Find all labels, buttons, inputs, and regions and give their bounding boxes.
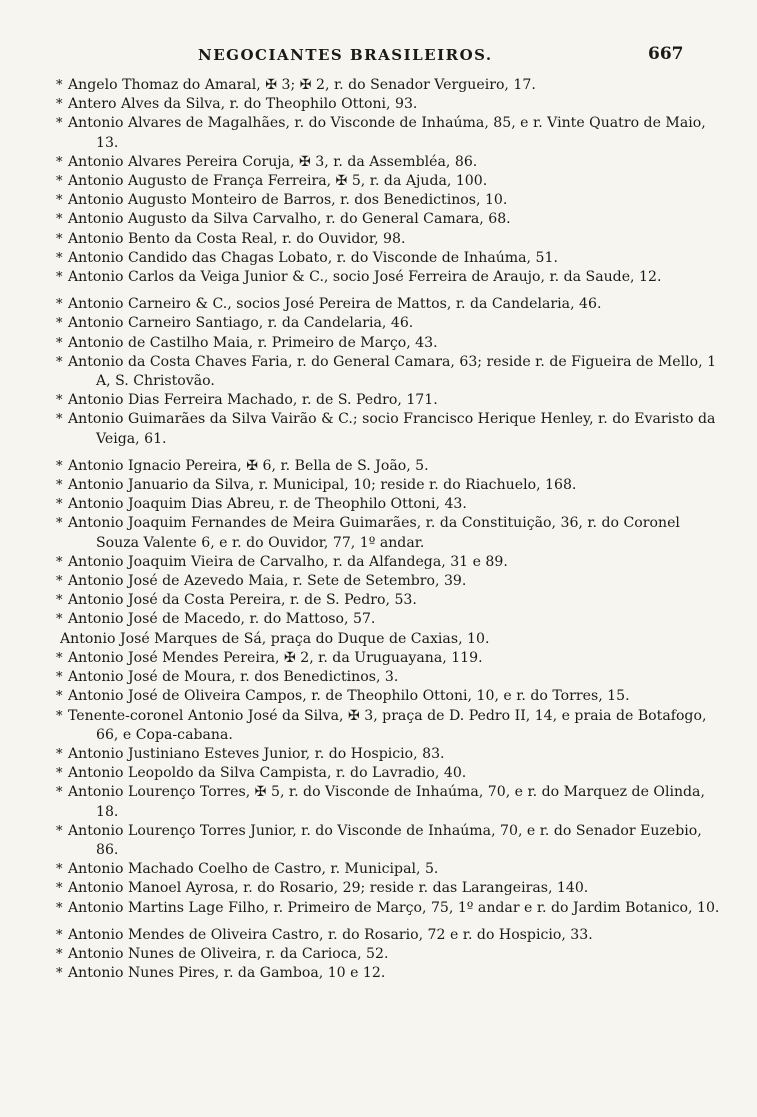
asterisk-marker: * (56, 497, 63, 513)
list-item (56, 926, 724, 945)
asterisk-marker: * (56, 650, 63, 666)
list-item (56, 591, 724, 610)
entry-text: Antonio José de Azevedo Maia, r. Sete de Setembro, 39. (68, 573, 467, 590)
entry-text: Antonio José de Moura, r. dos Benedictinos, 3. (68, 669, 399, 686)
entry-text: Antonio Carneiro Santiago, r. da Candelaria, 46. (68, 315, 414, 332)
asterisk-marker: * (56, 927, 63, 943)
asterisk-marker: * (56, 593, 63, 609)
list-item (56, 860, 724, 879)
asterisk-marker: * (56, 231, 63, 247)
page-header (0, 46, 757, 72)
entry-text: Antonio Augusto Monteiro de Barros, r. dos Benedictinos, 10. (68, 192, 508, 209)
entry-text: Angelo Thomaz do Amaral, ✠ 3; ✠ 2, r. do Senador Vergueiro, 17. (68, 77, 536, 93)
list-item (56, 391, 724, 410)
entry-text: Antero Alves da Silva, r. do Theophilo Ottoni, 93. (68, 96, 418, 113)
list-item (56, 764, 724, 783)
list-item (56, 249, 724, 268)
list-item (56, 964, 724, 983)
page-number: 667 (648, 44, 684, 64)
asterisk-marker: * (56, 270, 63, 286)
asterisk-marker: * (56, 193, 63, 209)
list-item (56, 230, 724, 249)
asterisk-marker: * (56, 458, 63, 474)
entry-text: Antonio Carneiro & C., socios José Pereira de Mattos, r. da Candelaria, 46. (68, 296, 602, 313)
entry-text: Antonio Augusto da Silva Carvalho, r. do General Camara, 68. (68, 211, 511, 228)
asterisk-marker: * (56, 97, 63, 113)
list-item (56, 668, 724, 687)
asterisk-marker: * (56, 670, 63, 686)
asterisk-marker: * (56, 766, 63, 782)
entry-text: Antonio Candido das Chagas Lobato, r. do Visconde de Inhaúma, 51. (68, 249, 558, 266)
asterisk-marker: * (56, 78, 63, 93)
asterisk-marker: * (56, 612, 63, 628)
asterisk-marker: * (56, 689, 63, 705)
asterisk-marker: * (56, 154, 63, 170)
asterisk-marker: * (56, 746, 63, 762)
asterisk-marker: * (56, 212, 63, 228)
entry-text: Antonio Justiniano Esteves Junior, r. do Hospicio, 83. (68, 745, 445, 762)
list-item (56, 353, 724, 391)
entry-text: Antonio José de Oliveira Campos, r. de Theophilo Ottoni, 10, e r. do Torres, 15. (68, 688, 630, 705)
asterisk-marker: * (56, 116, 63, 132)
page-title: NEGOCIANTES BRASILEIROS. (198, 46, 493, 64)
entry-text: Antonio Mendes de Oliveira Castro, r. do Rosario, 72 e r. do Hospicio, 33. (68, 926, 593, 943)
list-item (56, 476, 724, 495)
list-item (56, 879, 724, 898)
asterisk-marker: * (56, 478, 63, 494)
list-item (56, 457, 724, 476)
list-item (56, 899, 724, 918)
asterisk-marker: * (56, 946, 63, 962)
asterisk-marker: * (56, 393, 63, 409)
list-item (56, 210, 724, 229)
entry-text: Antonio Joaquim Dias Abreu, r. de Theophilo Ottoni, 43. (68, 496, 467, 513)
asterisk-marker: * (56, 297, 63, 313)
entry-text: Antonio Alvares Pereira Coruja, ✠ 3, r. da Assembléa, 86. (68, 153, 478, 170)
entry-text: Antonio José Marques de Sá, praça do Duque de Caxias, 10. (60, 630, 490, 647)
entry-text: Antonio Joaquim Fernandes de Meira Guimarães, r. da Constituição, 36, r. do Coronel Souza Valente 6, e r. do Ouvidor, 77, 1º andar. (68, 515, 680, 551)
list-item (56, 191, 724, 210)
entry-text: Antonio Augusto de França Ferreira, ✠ 5, r. da Ajuda, 100. (68, 173, 488, 190)
entry-text: Antonio Martins Lage Filho, r. Primeiro de Março, 75, 1º andar e r. do Jardim Botanico, 10. (68, 899, 720, 916)
asterisk-marker: * (56, 354, 63, 370)
list-item (56, 495, 724, 514)
asterisk-marker: * (56, 250, 63, 266)
entry-text: Antonio da Costa Chaves Faria, r. do General Camara, 63; reside r. de Figueira de Mello, 1 A, S. Christovão. (68, 353, 717, 390)
asterisk-marker: * (56, 335, 63, 351)
entry-text: Antonio Machado Coelho de Castro, r. Municipal, 5. (68, 861, 439, 878)
list-item (56, 745, 724, 764)
entry-text: Antonio Bento da Costa Real, r. do Ouvidor, 98. (68, 230, 406, 247)
list-item (56, 783, 724, 821)
entry-text: Antonio de Castilho Maia, r. Primeiro de Março, 43. (68, 334, 438, 351)
asterisk-marker: * (56, 881, 63, 897)
list-item (56, 707, 724, 745)
entry-text: Antonio Joaquim Vieira de Carvalho, r. da Alfandega, 31 e 89. (68, 553, 508, 570)
list-item (56, 295, 724, 314)
list-item (56, 76, 724, 95)
list-item (56, 153, 724, 172)
list-item (56, 553, 724, 572)
list-item (56, 114, 724, 152)
entry-text: Antonio Leopoldo da Silva Campista, r. do Lavradio, 40. (68, 765, 467, 782)
asterisk-marker: * (56, 708, 63, 724)
asterisk-marker: * (56, 316, 63, 332)
asterisk-marker: * (56, 966, 63, 982)
entry-text: Antonio Ignacio Pereira, ✠ 6, r. Bella de S. João, 5. (68, 457, 429, 474)
list-item (60, 630, 716, 649)
entry-list (0, 76, 757, 983)
asterisk-marker: * (56, 412, 63, 428)
asterisk-marker: * (56, 862, 63, 878)
asterisk-marker: * (56, 900, 63, 916)
asterisk-marker: * (56, 516, 63, 532)
entry-text: Antonio Lourenço Torres, ✠ 5, r. do Visconde de Inhaúma, 70, e r. do Marquez de Olinda, 18. (68, 784, 705, 820)
list-item (56, 514, 724, 552)
asterisk-marker: * (56, 174, 63, 190)
entry-text: Antonio Manoel Ayrosa, r. do Rosario, 29; reside r. das Larangeiras, 140. (68, 880, 589, 897)
entry-text: Antonio Nunes Pires, r. da Gamboa, 10 e 12. (68, 965, 386, 982)
list-item (56, 945, 724, 964)
entry-text: Antonio Januario da Silva, r. Municipal, 10; reside r. do Riachuelo, 168. (68, 477, 577, 494)
list-item (56, 822, 724, 860)
entry-text: Antonio Dias Ferreira Machado, r. de S. Pedro, 171. (68, 392, 438, 409)
list-item (56, 649, 724, 668)
list-item (56, 687, 724, 706)
list-item (56, 172, 724, 191)
list-item (56, 268, 724, 287)
entry-text: Antonio Guimarães da Silva Vairão & C.; socio Francisco Herique Henley, r. do Evaristo da Veiga, 61. (68, 411, 716, 447)
list-item (56, 410, 724, 448)
entry-text: Antonio José de Macedo, r. do Mattoso, 57. (68, 611, 376, 628)
entry-text: Antonio José da Costa Pereira, r. de S. Pedro, 53. (68, 592, 417, 609)
asterisk-marker: * (56, 785, 63, 801)
list-item (56, 572, 724, 591)
asterisk-marker: * (56, 574, 63, 590)
list-item (56, 95, 724, 114)
entry-text: Antonio Alvares de Magalhães, r. do Visconde de Inhaúma, 85, e r. Vinte Quatro de Maio, 13. (68, 115, 706, 151)
entry-text: Antonio José Mendes Pereira, ✠ 2, r. da Uruguayana, 119. (68, 649, 483, 666)
asterisk-marker: * (56, 823, 63, 839)
entry-text: Antonio Lourenço Torres Junior, r. do Visconde de Inhaúma, 70, e r. do Senador Euzebio, 86. (68, 822, 702, 858)
entry-text: Antonio Carlos da Veiga Junior & C., socio José Ferreira de Araujo, r. da Saude, 12. (68, 269, 662, 286)
entry-text: Tenente-coronel Antonio José da Silva, ✠ 3, praça de D. Pedro II, 14, e praia de Botafogo, 66, e Copa-cabana. (68, 707, 707, 743)
list-item (56, 334, 724, 353)
asterisk-marker: * (56, 554, 63, 570)
list-item (56, 314, 724, 333)
list-item (56, 610, 724, 629)
entry-text: Antonio Nunes de Oliveira, r. da Carioca, 52. (68, 945, 389, 962)
